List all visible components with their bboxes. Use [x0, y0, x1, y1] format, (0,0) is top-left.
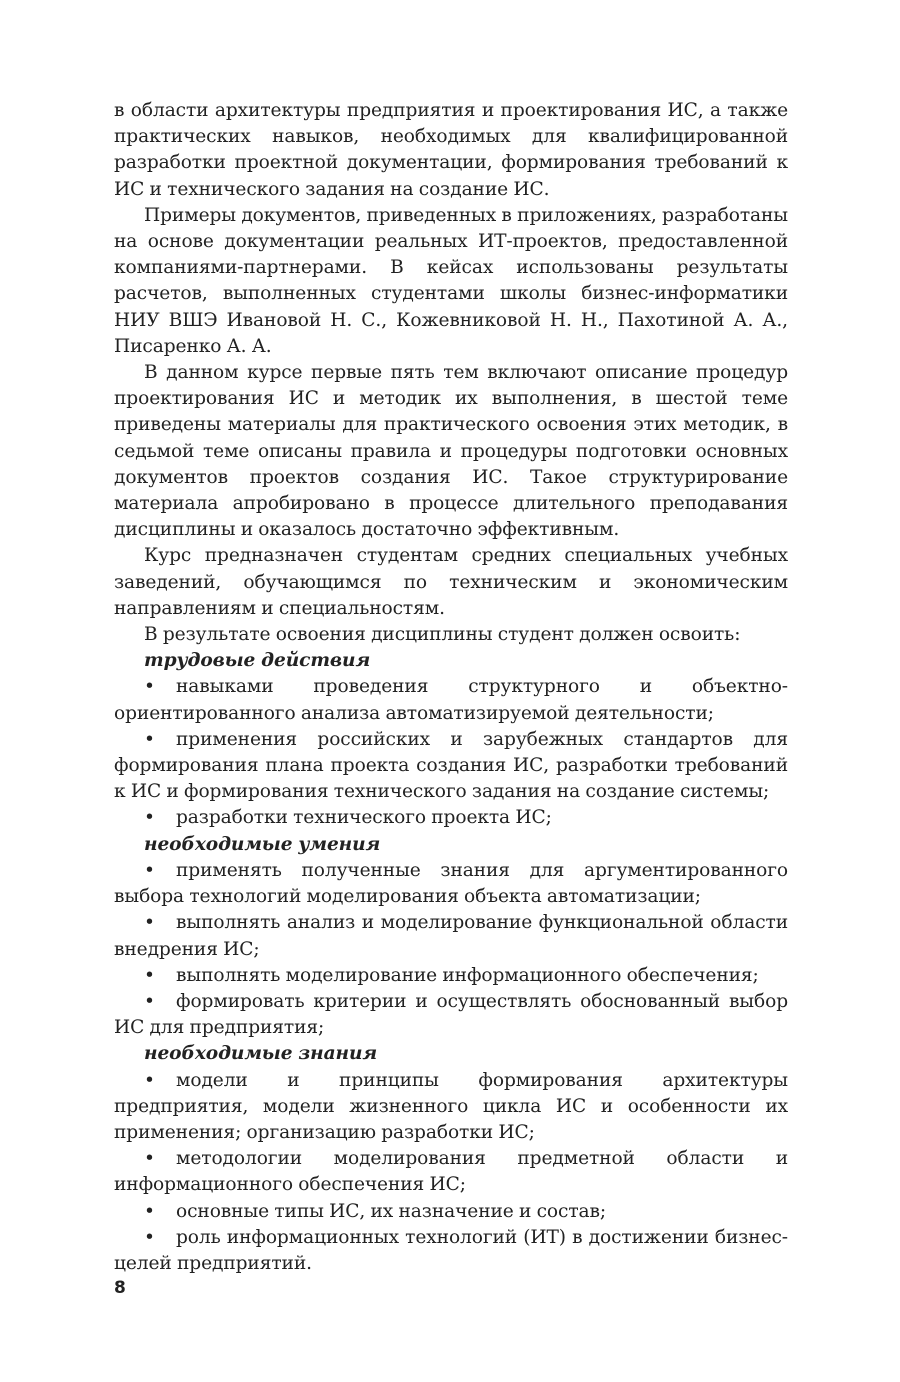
section-heading-knowledge: необходимые знания	[144, 1043, 378, 1065]
paragraph-course-structure: В данном курсе первые пять тем включают описание процедур проектирования ИС и методик их выполнения, в шестой теме приведены материалы для практического освоения этих методик, в седьмой теме описаны правила и процедуры подготовки основных документов проектов создания ИС. Такое структурирование материала апробировано в процессе длительного преподавания дисциплины и оказалось достаточно эффективным.	[114, 362, 788, 541]
page-body	[114, 98, 788, 1277]
list-item-text: применения российских и зарубежных стандартов для формирования плана проекта создания ИС, разработки требований к ИС и формирования технического задания на создание системы;	[114, 728, 788, 803]
list-item-text: роль информационных технологий (ИТ) в достижении бизнес-целей предприятий.	[114, 1226, 788, 1274]
bullet-icon: •	[144, 990, 155, 1012]
section-heading-skills: необходимые умения	[144, 833, 381, 855]
list-item	[114, 910, 788, 962]
section-heading-labor-actions: трудовые действия	[144, 650, 371, 672]
bullet-icon: •	[144, 807, 155, 829]
list-item	[114, 1225, 788, 1277]
list-item	[114, 1146, 788, 1198]
list-item-text: выполнять моделирование информационного обеспечения;	[176, 964, 759, 986]
list-item-text: методологии моделирования предметной области и информационного обеспечения ИС;	[114, 1148, 788, 1196]
list-item-text: формировать критерии и осуществлять обоснованный выбор ИС для предприятия;	[114, 990, 788, 1039]
skills-list	[114, 858, 788, 1041]
bullet-icon: •	[144, 1226, 155, 1248]
bullet-icon: •	[144, 859, 155, 881]
list-item	[114, 727, 788, 806]
bullet-icon: •	[144, 676, 155, 698]
list-item-text: основные типы ИС, их назначение и состав;	[176, 1200, 607, 1222]
paragraph-audience: Курс предназначен студентам средних специальных учебных заведений, обучающимся по техническим и экономическим направлениям и специальностям.	[114, 545, 788, 619]
bullet-icon: •	[144, 1069, 155, 1091]
list-item	[114, 805, 788, 831]
bullet-icon: •	[144, 1148, 155, 1170]
paragraph-outcomes-intro: В результате освоения дисциплины студент должен освоить:	[144, 624, 741, 646]
bullet-icon: •	[144, 964, 155, 986]
list-item	[114, 858, 788, 910]
paragraph-examples: Примеры документов, приведенных в приложениях, разработаны на основе документации реальных ИТ-проектов, предоставленной компаниями-партнерами. В кейсах использованы результаты расчетов, выполненных студентами школы бизнес-информатики НИУ ВШЭ Ивановой Н. С., Кожевниковой Н. Н., Пахотиной А. А., Писаренко А. А.	[114, 204, 788, 357]
list-item-text: выполнять анализ и моделирование функциональной области внедрения ИС;	[114, 912, 788, 960]
paragraph-continuation: в области архитектуры предприятия и проектирования ИС, а также практических навыков, необходимых для квалифицированной разработки проектной документации, формирования требований к ИС и технического задания на создание ИС.	[114, 100, 788, 200]
page-number: 8	[114, 1278, 126, 1298]
labor-actions-list	[114, 674, 788, 831]
list-item-text: применять полученные знания для аргументированного выбора технологий моделирования объекта автоматизации;	[114, 859, 788, 908]
list-item-text: модели и принципы формирования архитектуры предприятия, модели жизненного цикла ИС и особенности их применения; организацию разработки ИС;	[114, 1069, 788, 1143]
bullet-icon: •	[144, 728, 155, 750]
list-item	[114, 963, 788, 989]
list-item	[114, 1199, 788, 1225]
list-item-text: разработки технического проекта ИС;	[176, 807, 552, 829]
list-item-text: навыками проведения структурного и объектно-ориентированного анализа автоматизируемой деятельности;	[114, 676, 788, 724]
bullet-icon: •	[144, 1200, 155, 1222]
list-item	[114, 989, 788, 1041]
knowledge-list	[114, 1068, 788, 1278]
bullet-icon: •	[144, 912, 155, 934]
list-item	[114, 674, 788, 726]
list-item	[114, 1068, 788, 1147]
